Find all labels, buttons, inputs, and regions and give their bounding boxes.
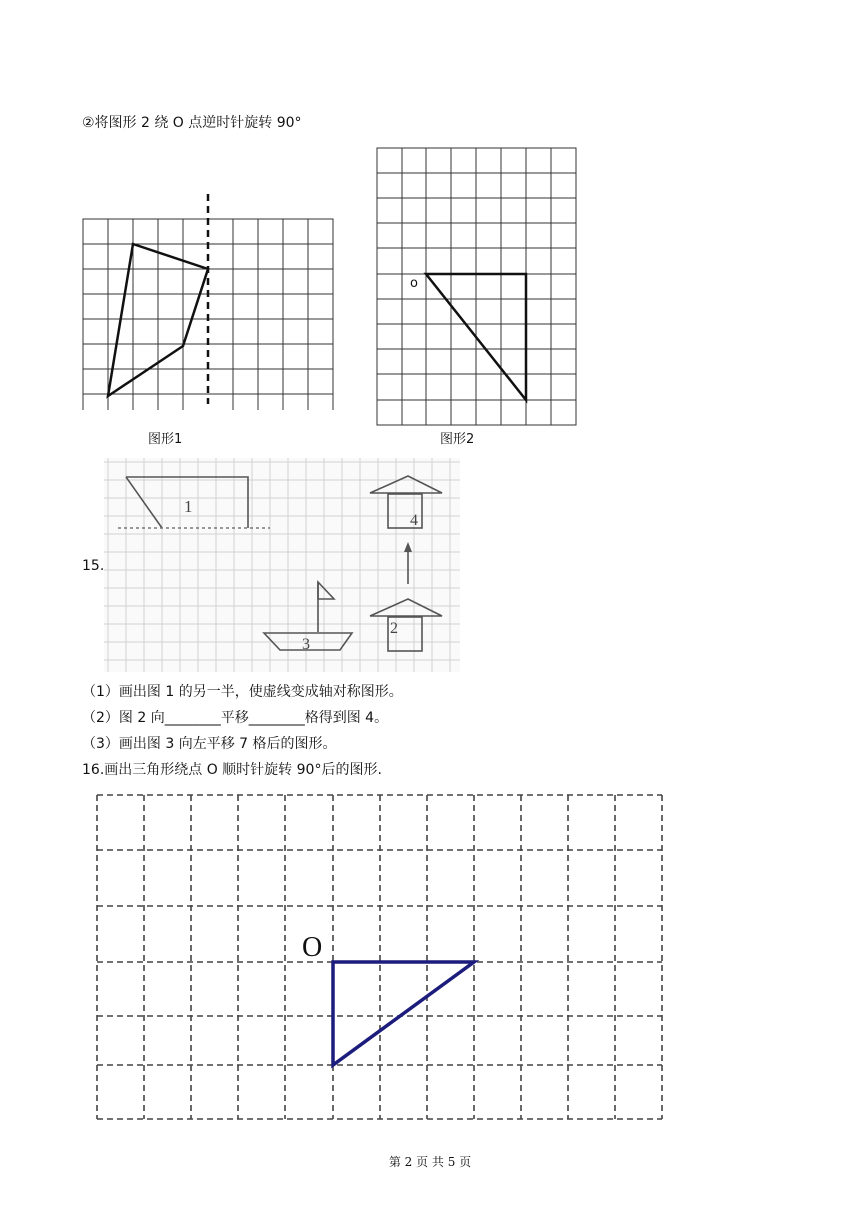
q16-triangle [333,962,474,1065]
q15-sub1: （1）画出图 1 的另一半，使虚线变成轴对称图形。 [82,684,403,700]
q15-grid-figure [104,458,460,672]
figure-1-caption: 图形1 [148,432,183,447]
figure-2-point-o-label: o [410,276,418,291]
figure-2-grid [370,142,582,432]
page-footer: 第 2 页 共 5 页 [388,1155,472,1169]
q15-label-2: 2 [390,620,398,637]
q15-sub3: （3）画出图 3 向左平移 7 格后的图形。 [82,736,337,752]
q16-title: 16.画出三角形绕点 O 顺时针旋转 90°后的图形. [82,762,382,778]
q15-number: 15. [82,558,105,574]
q16-dashed-grid [97,795,662,1119]
q16-point-o-label: O [302,932,323,963]
q15-label-1: 1 [184,497,193,516]
q15-label-4: 4 [410,512,418,529]
figure-1-grid [80,190,340,410]
q15-sub2: （2）图 2 向________平移________格得到图 4。 [82,710,389,726]
figure-2-caption: 图形2 [440,432,475,447]
figure-2-grid-lines [377,148,576,425]
q16-grid-figure [90,788,670,1126]
q15-label-3: 3 [302,636,310,653]
rotate-instruction: ②将图形 2 绕 O 点逆时针旋转 90° [82,115,302,131]
